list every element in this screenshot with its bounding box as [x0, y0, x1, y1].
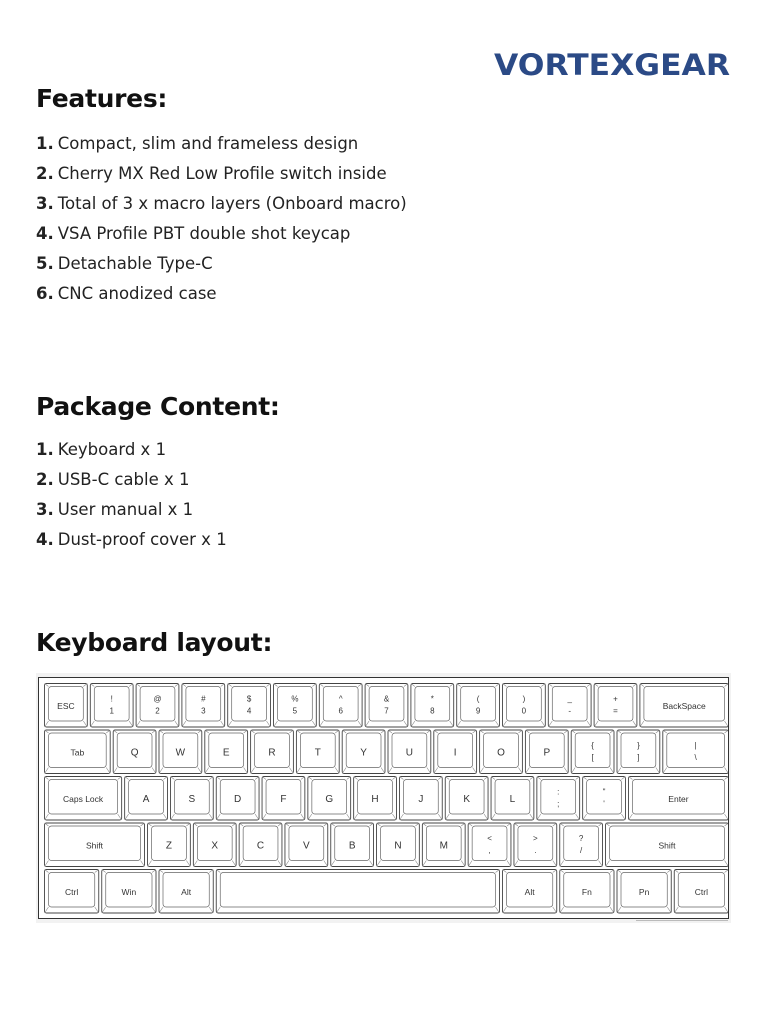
key-label: M: [439, 840, 448, 852]
key-label: (: [476, 694, 480, 704]
key-x: [193, 823, 236, 867]
key-label: K: [463, 793, 470, 805]
feature-item: 1. Compact, slim and frameless design: [36, 134, 359, 153]
keyboard-keys: [39, 678, 728, 918]
feature-item: 3. Total of 3 x macro layers (Onboard macro): [36, 194, 407, 213]
key-win: [102, 870, 156, 914]
feature-item: 6. CNC anodized case: [36, 284, 217, 303]
key-label: @: [153, 694, 162, 704]
key-u: [388, 730, 431, 774]
features-heading: Features:: [36, 84, 168, 113]
key-label: N: [394, 840, 402, 852]
key-lbracket: [571, 730, 614, 774]
key-label: Win: [121, 886, 137, 897]
key-label: Ctrl: [65, 886, 79, 897]
key-rshift: [606, 823, 728, 867]
key-label: Y: [360, 747, 367, 759]
package-heading: Package Content:: [36, 392, 280, 421]
key-tab: [45, 730, 111, 774]
key-0: [503, 684, 546, 728]
key-label: [: [591, 752, 594, 762]
key-p: [525, 730, 568, 774]
key-label: G: [325, 793, 334, 805]
key-label: }: [637, 740, 640, 750]
key-label: 4: [246, 706, 252, 716]
key-label: R: [268, 747, 276, 759]
key-3: [182, 684, 225, 728]
key-rctrl: [674, 870, 728, 914]
key-label: 0: [521, 706, 527, 716]
key-label: 6: [338, 706, 343, 716]
key-label: Z: [165, 840, 173, 852]
key-label: S: [188, 793, 196, 805]
key-label: Alt: [524, 886, 535, 897]
keyboard-layout-heading: Keyboard layout:: [36, 628, 273, 657]
key-n: [377, 823, 420, 867]
key-label: P: [543, 747, 551, 759]
key-label: Shift: [86, 840, 104, 851]
key-f: [262, 777, 305, 821]
key-space: [216, 870, 499, 914]
key-label: ;: [557, 799, 560, 809]
key-label: C: [256, 840, 265, 852]
key-label: +: [613, 694, 618, 704]
key-lshift: [45, 823, 145, 867]
key-label: /: [580, 845, 583, 855]
key-label: L: [509, 793, 516, 805]
key-label: ": [602, 787, 606, 797]
key-label: BackSpace: [662, 700, 706, 711]
key-label: T: [314, 747, 321, 759]
key-y: [342, 730, 385, 774]
key-r: [251, 730, 294, 774]
key-label: F: [280, 793, 287, 805]
key-label: Shift: [658, 840, 676, 851]
key-label: <: [487, 833, 492, 843]
key-lalt: [159, 870, 213, 914]
key-c: [239, 823, 282, 867]
key-2: [136, 684, 179, 728]
key-label: >: [533, 833, 538, 843]
key-label: %: [291, 694, 299, 704]
key-w: [159, 730, 202, 774]
key-o: [480, 730, 523, 774]
key-h: [354, 777, 397, 821]
vortexgear-logo: [494, 48, 730, 80]
package-item: 2. USB-C cable x 1: [36, 470, 190, 489]
key-fn: [560, 870, 614, 914]
key-label: 1: [109, 706, 114, 716]
package-item: 4. Dust-proof cover x 1: [36, 530, 227, 549]
key-slash: [560, 823, 603, 867]
key-m: [422, 823, 465, 867]
key-label: ': [603, 799, 605, 809]
key-label: ?: [578, 833, 584, 843]
key-l: [491, 777, 534, 821]
key-v: [285, 823, 328, 867]
key-s: [170, 777, 213, 821]
logo-text: VORTEXGEAR: [494, 48, 730, 80]
key-label: &: [383, 694, 390, 704]
key-1: [90, 684, 133, 728]
key-quote: [583, 777, 626, 821]
key-label: A: [142, 793, 150, 805]
key-label: U: [405, 747, 414, 759]
key-5: [274, 684, 317, 728]
key-a: [125, 777, 168, 821]
key-label: 7: [384, 706, 389, 716]
key-label: ^: [338, 694, 343, 704]
key-label: Caps Lock: [62, 793, 104, 804]
key-label: Pn: [638, 886, 650, 897]
key-label: 8: [430, 706, 435, 716]
features-list: [36, 129, 407, 309]
key-4: [228, 684, 271, 728]
key-label: 3: [201, 706, 206, 716]
key-enter: [628, 777, 728, 821]
key-8: [411, 684, 454, 728]
feature-item: 5. Detachable Type-C: [36, 254, 213, 273]
key-6: [319, 684, 362, 728]
key-label: \: [694, 752, 697, 762]
key-label: V: [303, 840, 310, 852]
key-label: X: [211, 840, 219, 852]
key-d: [216, 777, 259, 821]
key-label: =: [613, 706, 618, 716]
key-backspace: [640, 684, 728, 728]
key-label: {: [591, 740, 594, 750]
key-label: ESC: [57, 700, 75, 711]
key-esc: [45, 684, 88, 728]
key-j: [399, 777, 442, 821]
key-label: ,: [488, 845, 491, 855]
key-rbracket: [617, 730, 660, 774]
key-label: $: [246, 694, 252, 704]
key-label: D: [234, 793, 242, 805]
key-q: [113, 730, 156, 774]
key-label: E: [222, 747, 230, 759]
package-list: [36, 435, 227, 555]
key-minus: [548, 684, 591, 728]
key-7: [365, 684, 408, 728]
key-comma: [468, 823, 511, 867]
key-label: !: [110, 694, 113, 704]
key-equals: [594, 684, 637, 728]
key-label: :: [557, 787, 560, 797]
key-9: [457, 684, 500, 728]
key-label: ]: [637, 752, 640, 762]
key-label: #: [201, 694, 206, 704]
key-g: [308, 777, 351, 821]
key-label: ): [522, 694, 526, 704]
key-label: Fn: [581, 886, 592, 897]
key-label: W: [175, 747, 186, 759]
key-label: H: [371, 793, 379, 805]
key-z: [148, 823, 191, 867]
feature-item: 4. VSA Profile PBT double shot keycap: [36, 224, 351, 243]
key-e: [205, 730, 248, 774]
key-label: Alt: [181, 886, 192, 897]
key-label: 5: [292, 706, 298, 716]
key-label: Enter: [668, 793, 689, 804]
key-lctrl: [45, 870, 99, 914]
key-label: I: [453, 747, 457, 759]
key-capslock: [45, 777, 122, 821]
key-period: [514, 823, 557, 867]
key-t: [296, 730, 339, 774]
key-label: *: [430, 694, 434, 704]
key-k: [445, 777, 488, 821]
key-label: _: [567, 694, 572, 704]
key-label: Ctrl: [694, 886, 708, 897]
package-item: 1. Keyboard x 1: [36, 440, 167, 459]
key-i: [434, 730, 477, 774]
key-ralt: [503, 870, 557, 914]
keyboard-frame: [38, 677, 729, 919]
key-label: Tab: [70, 747, 85, 758]
key-label: 9: [475, 706, 481, 716]
key-label: .: [534, 845, 537, 855]
package-item: 3. User manual x 1: [36, 500, 194, 519]
key-label: B: [348, 840, 356, 852]
keyboard-layout-diagram: [36, 673, 731, 923]
key-pn: [617, 870, 671, 914]
divider-line: [636, 920, 728, 921]
key-label: O: [497, 747, 505, 759]
key-label: 2: [155, 706, 160, 716]
key-b: [331, 823, 374, 867]
key-backslash: [663, 730, 728, 774]
key-label: J: [418, 793, 424, 805]
key-label: |: [694, 740, 697, 750]
key-label: Q: [130, 747, 139, 759]
key-label: -: [568, 706, 572, 716]
key-semicolon: [537, 777, 580, 821]
feature-item: 2. Cherry MX Red Low Profile switch inside: [36, 164, 387, 183]
